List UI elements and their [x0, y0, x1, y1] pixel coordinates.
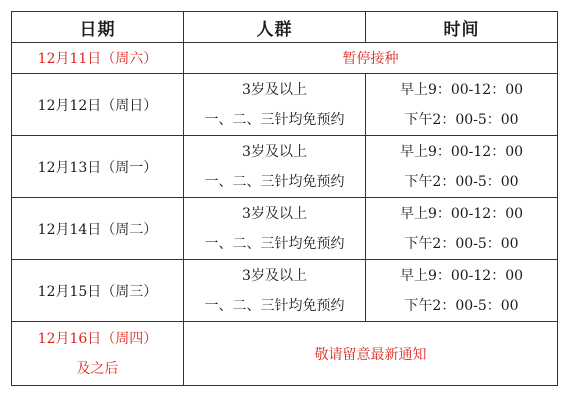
group-line-age: 3岁及以上	[242, 267, 307, 284]
time-morning: 早上9：00-12：00	[399, 143, 524, 160]
time-afternoon: 下午2：00-5：00	[404, 235, 519, 252]
group-line-doses: 一、二、三针均免预约	[204, 235, 345, 252]
row-date: 12月14日（周二）	[12, 198, 184, 260]
future-date	[12, 322, 184, 386]
row-paused	[12, 43, 558, 74]
future-date-line1: 12月16日（周四）	[37, 330, 158, 347]
header-row	[12, 12, 558, 43]
group-line-doses: 一、二、三针均免预约	[204, 173, 345, 190]
table-row	[12, 136, 558, 198]
row-group	[184, 74, 366, 136]
future-date-line2: 及之后	[76, 360, 119, 377]
header-group: 人群	[184, 12, 366, 43]
row-time	[366, 260, 558, 322]
time-afternoon: 下午2：00-5：00	[404, 111, 519, 128]
row-time	[366, 136, 558, 198]
group-line-doses: 一、二、三针均免预约	[204, 111, 345, 128]
row-group	[184, 260, 366, 322]
time-afternoon: 下午2：00-5：00	[404, 297, 519, 314]
table-row	[12, 260, 558, 322]
paused-status: 暂停接种	[184, 43, 558, 74]
group-line-age: 3岁及以上	[242, 205, 307, 222]
table-row	[12, 74, 558, 136]
row-date: 12月12日（周日）	[12, 74, 184, 136]
header-time: 时间	[366, 12, 558, 43]
time-afternoon: 下午2：00-5：00	[404, 173, 519, 190]
time-morning: 早上9：00-12：00	[399, 267, 524, 284]
future-notice: 敬请留意最新通知	[184, 322, 558, 386]
row-date: 12月13日（周一）	[12, 136, 184, 198]
row-time	[366, 74, 558, 136]
row-group	[184, 198, 366, 260]
group-line-age: 3岁及以上	[242, 143, 307, 160]
paused-date: 12月11日（周六）	[12, 43, 184, 74]
row-group	[184, 136, 366, 198]
vaccination-schedule-table	[11, 11, 558, 386]
time-morning: 早上9：00-12：00	[399, 81, 524, 98]
group-line-age: 3岁及以上	[242, 81, 307, 98]
group-line-doses: 一、二、三针均免预约	[204, 297, 345, 314]
row-future	[12, 322, 558, 386]
table-row	[12, 198, 558, 260]
header-date: 日期	[12, 12, 184, 43]
time-morning: 早上9：00-12：00	[399, 205, 524, 222]
row-time	[366, 198, 558, 260]
row-date: 12月15日（周三）	[12, 260, 184, 322]
